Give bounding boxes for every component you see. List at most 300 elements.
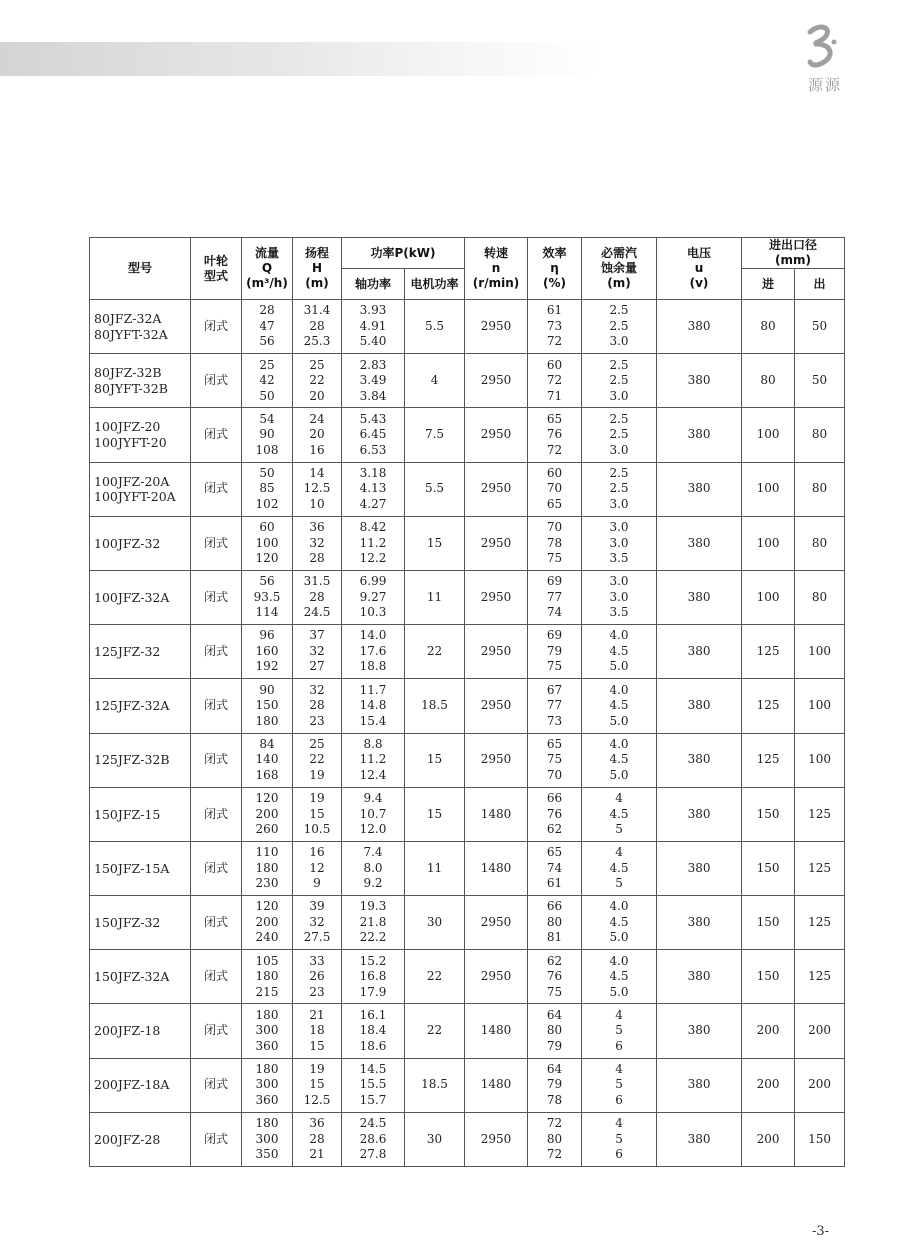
cell-inlet: 200 bbox=[742, 1058, 795, 1112]
cell-model-line: 125JFZ-32A bbox=[94, 698, 170, 714]
cell-efficiency bbox=[528, 1112, 582, 1166]
cell-shaft-power bbox=[342, 408, 405, 462]
cell-efficiency-line: 65 bbox=[546, 496, 563, 511]
cell-shaft-power bbox=[342, 570, 405, 624]
cell-shaft-power-line: 6.53 bbox=[359, 442, 387, 457]
cell-efficiency-line: 79 bbox=[546, 643, 563, 658]
cell-speed: 2950 bbox=[465, 300, 528, 354]
table-row bbox=[90, 679, 845, 733]
cell-head-line: 24.5 bbox=[303, 605, 331, 620]
cell-npsh-line: 5.0 bbox=[609, 984, 629, 999]
cell-head bbox=[293, 1112, 342, 1166]
cell-model bbox=[90, 354, 191, 408]
cell-npsh-line: 4.5 bbox=[609, 969, 629, 984]
cell-model bbox=[90, 570, 191, 624]
cell-model-line: 100JFZ-32A bbox=[94, 589, 170, 605]
cell-outlet: 125 bbox=[795, 896, 845, 950]
cell-efficiency-line: 72 bbox=[546, 1116, 563, 1131]
cell-model bbox=[90, 841, 191, 895]
cell-head bbox=[293, 625, 342, 679]
cell-shaft-power-line: 18.6 bbox=[359, 1038, 387, 1053]
cell-head-line: 20 bbox=[309, 427, 325, 442]
cell-npsh-line: 4.5 bbox=[609, 860, 629, 875]
cell-efficiency bbox=[528, 462, 582, 516]
cell-npsh-line: 2.5 bbox=[609, 357, 629, 372]
cell-shaft-power bbox=[342, 625, 405, 679]
cell-npsh-line: 6 bbox=[615, 1092, 623, 1107]
cell-npsh bbox=[582, 462, 657, 516]
cell-npsh-line: 4 bbox=[615, 845, 623, 860]
cell-voltage: 380 bbox=[657, 300, 742, 354]
cell-head-line: 10 bbox=[309, 496, 325, 511]
cell-flow-line: 84 bbox=[259, 736, 275, 751]
cell-flow bbox=[242, 733, 293, 787]
cell-flow-line: 120 bbox=[255, 791, 279, 806]
cell-efficiency-line: 75 bbox=[546, 984, 563, 999]
cell-outlet: 80 bbox=[795, 408, 845, 462]
cell-outlet: 80 bbox=[795, 516, 845, 570]
cell-shaft-power-line: 11.2 bbox=[359, 752, 387, 767]
cell-flow-line: 60 bbox=[259, 520, 275, 535]
cell-npsh bbox=[582, 1004, 657, 1058]
cell-efficiency bbox=[528, 679, 582, 733]
cell-npsh-line: 4.5 bbox=[609, 752, 629, 767]
cell-inlet: 150 bbox=[742, 950, 795, 1004]
cell-model-line: 125JFZ-32B bbox=[94, 752, 170, 768]
table-row bbox=[90, 841, 845, 895]
cell-efficiency-line: 64 bbox=[546, 1061, 563, 1076]
cell-npsh-line: 5.0 bbox=[609, 767, 629, 782]
cell-model-line: 100JYFT-20 bbox=[94, 434, 167, 450]
cell-model-line: 80JFZ-32B bbox=[94, 365, 162, 381]
cell-npsh-line: 2.5 bbox=[609, 411, 629, 426]
cell-shaft-power-line: 2.83 bbox=[359, 357, 387, 372]
cell-npsh-line: 4.5 bbox=[609, 698, 629, 713]
cell-npsh-line: 3.0 bbox=[609, 334, 629, 349]
cell-voltage: 380 bbox=[657, 679, 742, 733]
cell-efficiency-line: 73 bbox=[546, 713, 563, 728]
cell-speed: 2950 bbox=[465, 516, 528, 570]
cell-head bbox=[293, 516, 342, 570]
cell-efficiency bbox=[528, 408, 582, 462]
cell-motor-power: 5.5 bbox=[405, 300, 465, 354]
cell-voltage: 380 bbox=[657, 625, 742, 679]
cell-npsh-line: 3.0 bbox=[609, 520, 629, 535]
cell-head-line: 28 bbox=[309, 698, 325, 713]
cell-efficiency bbox=[528, 570, 582, 624]
cell-npsh-line: 3.0 bbox=[609, 589, 629, 604]
cell-npsh-line: 3.5 bbox=[609, 551, 629, 566]
cell-model bbox=[90, 733, 191, 787]
cell-model-line: 150JFZ-15 bbox=[94, 806, 161, 822]
cell-efficiency bbox=[528, 300, 582, 354]
cell-npsh-line: 6 bbox=[615, 1038, 623, 1053]
cell-efficiency-line: 78 bbox=[546, 1092, 563, 1107]
cell-efficiency-line: 76 bbox=[546, 969, 563, 984]
header-flow: 流量 Q (m³/h) bbox=[242, 238, 293, 300]
cell-flow bbox=[242, 300, 293, 354]
cell-model-line: 150JFZ-32A bbox=[94, 969, 170, 985]
cell-efficiency-line: 72 bbox=[546, 334, 563, 349]
cell-head-line: 15 bbox=[309, 1038, 325, 1053]
cell-outlet: 80 bbox=[795, 462, 845, 516]
table-row bbox=[90, 1004, 845, 1058]
cell-flow-line: 93.5 bbox=[253, 589, 281, 604]
cell-head-line: 22 bbox=[309, 752, 325, 767]
cell-flow-line: 120 bbox=[255, 551, 279, 566]
cell-flow-line: 160 bbox=[255, 643, 279, 658]
cell-speed: 2950 bbox=[465, 1112, 528, 1166]
cell-speed: 1480 bbox=[465, 1058, 528, 1112]
cell-npsh-line: 2.5 bbox=[609, 303, 629, 318]
cell-flow-line: 168 bbox=[255, 767, 279, 782]
cell-outlet: 125 bbox=[795, 950, 845, 1004]
cell-efficiency-line: 78 bbox=[546, 535, 563, 550]
cell-outlet: 50 bbox=[795, 354, 845, 408]
cell-flow-line: 54 bbox=[259, 411, 275, 426]
brand-logo-icon bbox=[802, 22, 842, 72]
cell-npsh bbox=[582, 896, 657, 950]
cell-efficiency-line: 77 bbox=[546, 698, 563, 713]
cell-shaft-power-line: 18.4 bbox=[359, 1023, 387, 1038]
cell-motor-power: 30 bbox=[405, 896, 465, 950]
cell-model-line: 100JFZ-32 bbox=[94, 535, 161, 551]
cell-speed: 2950 bbox=[465, 408, 528, 462]
cell-impeller: 闭式 bbox=[191, 570, 242, 624]
cell-efficiency-line: 79 bbox=[546, 1077, 563, 1092]
cell-shaft-power-line: 12.2 bbox=[359, 551, 387, 566]
cell-voltage: 380 bbox=[657, 462, 742, 516]
header-head: 扬程 H (m) bbox=[293, 238, 342, 300]
cell-head-line: 12 bbox=[309, 860, 325, 875]
cell-flow bbox=[242, 1058, 293, 1112]
cell-speed: 2950 bbox=[465, 679, 528, 733]
cell-flow bbox=[242, 625, 293, 679]
cell-model-line: 80JYFT-32A bbox=[94, 326, 168, 342]
cell-speed: 2950 bbox=[465, 625, 528, 679]
cell-flow-line: 192 bbox=[255, 659, 279, 674]
cell-npsh bbox=[582, 625, 657, 679]
cell-motor-power: 22 bbox=[405, 950, 465, 1004]
cell-model bbox=[90, 462, 191, 516]
cell-inlet: 150 bbox=[742, 896, 795, 950]
table-body bbox=[90, 300, 845, 1167]
cell-impeller: 闭式 bbox=[191, 1004, 242, 1058]
cell-motor-power: 15 bbox=[405, 787, 465, 841]
cell-npsh-line: 2.5 bbox=[609, 427, 629, 442]
cell-shaft-power-line: 7.4 bbox=[363, 845, 383, 860]
cell-shaft-power-line: 6.45 bbox=[359, 427, 387, 442]
cell-model bbox=[90, 787, 191, 841]
cell-flow-line: 200 bbox=[255, 806, 279, 821]
cell-flow-line: 230 bbox=[255, 876, 279, 891]
cell-flow bbox=[242, 679, 293, 733]
cell-shaft-power bbox=[342, 679, 405, 733]
cell-head-line: 14 bbox=[309, 465, 325, 480]
cell-efficiency-line: 75 bbox=[546, 551, 563, 566]
cell-flow-line: 100 bbox=[255, 535, 279, 550]
cell-shaft-power-line: 18.8 bbox=[359, 659, 387, 674]
cell-model bbox=[90, 1058, 191, 1112]
cell-flow-line: 47 bbox=[259, 318, 275, 333]
cell-npsh-line: 6 bbox=[615, 1147, 623, 1162]
cell-motor-power: 7.5 bbox=[405, 408, 465, 462]
cell-head-line: 9 bbox=[313, 876, 321, 891]
table-row bbox=[90, 733, 845, 787]
cell-flow-line: 260 bbox=[255, 822, 279, 837]
cell-head bbox=[293, 462, 342, 516]
cell-flow-line: 180 bbox=[255, 1061, 279, 1076]
cell-outlet: 200 bbox=[795, 1058, 845, 1112]
cell-efficiency-line: 71 bbox=[546, 388, 563, 403]
cell-shaft-power-line: 14.8 bbox=[359, 698, 387, 713]
cell-npsh bbox=[582, 787, 657, 841]
cell-efficiency-line: 62 bbox=[546, 822, 563, 837]
cell-shaft-power-line: 28.6 bbox=[359, 1131, 387, 1146]
cell-model-line: 200JFZ-28 bbox=[94, 1131, 161, 1147]
cell-model bbox=[90, 516, 191, 570]
cell-shaft-power-line: 15.5 bbox=[359, 1077, 387, 1092]
cell-model-line: 125JFZ-32 bbox=[94, 643, 161, 659]
cell-shaft-power bbox=[342, 787, 405, 841]
cell-flow-line: 240 bbox=[255, 930, 279, 945]
cell-head bbox=[293, 841, 342, 895]
cell-head-line: 21 bbox=[309, 1147, 325, 1162]
cell-flow-line: 96 bbox=[259, 628, 275, 643]
cell-flow-line: 105 bbox=[255, 953, 279, 968]
cell-model bbox=[90, 1004, 191, 1058]
header-shaft-power: 轴功率 bbox=[342, 269, 405, 300]
cell-head bbox=[293, 354, 342, 408]
cell-shaft-power-line: 12.4 bbox=[359, 767, 387, 782]
cell-head-line: 36 bbox=[309, 520, 325, 535]
cell-shaft-power bbox=[342, 300, 405, 354]
cell-impeller: 闭式 bbox=[191, 733, 242, 787]
cell-inlet: 200 bbox=[742, 1112, 795, 1166]
cell-npsh-line: 4.0 bbox=[609, 682, 629, 697]
cell-npsh-line: 5.0 bbox=[609, 659, 629, 674]
cell-inlet: 100 bbox=[742, 516, 795, 570]
cell-shaft-power bbox=[342, 1004, 405, 1058]
cell-shaft-power bbox=[342, 354, 405, 408]
cell-npsh bbox=[582, 950, 657, 1004]
cell-head bbox=[293, 1058, 342, 1112]
cell-flow bbox=[242, 570, 293, 624]
header-motor-power: 电机功率 bbox=[405, 269, 465, 300]
cell-shaft-power-line: 8.42 bbox=[359, 520, 387, 535]
cell-head-line: 25 bbox=[309, 357, 325, 372]
cell-npsh-line: 5.0 bbox=[609, 930, 629, 945]
table-row bbox=[90, 896, 845, 950]
cell-efficiency bbox=[528, 896, 582, 950]
cell-flow-line: 108 bbox=[255, 442, 279, 457]
cell-impeller: 闭式 bbox=[191, 787, 242, 841]
header-outlet: 出 bbox=[795, 269, 845, 300]
cell-impeller: 闭式 bbox=[191, 950, 242, 1004]
cell-flow bbox=[242, 1004, 293, 1058]
cell-flow bbox=[242, 841, 293, 895]
cell-head-line: 16 bbox=[309, 442, 325, 457]
cell-head-line: 23 bbox=[309, 713, 325, 728]
cell-efficiency-line: 74 bbox=[546, 605, 563, 620]
cell-motor-power: 18.5 bbox=[405, 1058, 465, 1112]
cell-npsh-line: 4.0 bbox=[609, 628, 629, 643]
header-diameter: 进出口径 (mm) bbox=[742, 238, 845, 269]
cell-motor-power: 22 bbox=[405, 1004, 465, 1058]
brand-logo-text: 源源 bbox=[807, 76, 842, 94]
cell-efficiency-line: 80 bbox=[546, 1023, 563, 1038]
cell-npsh bbox=[582, 408, 657, 462]
cell-npsh bbox=[582, 733, 657, 787]
cell-npsh-line: 3.0 bbox=[609, 496, 629, 511]
cell-shaft-power-line: 27.8 bbox=[359, 1147, 387, 1162]
cell-speed: 1480 bbox=[465, 841, 528, 895]
page-number: -3- bbox=[812, 1224, 830, 1239]
cell-npsh-line: 3.5 bbox=[609, 605, 629, 620]
pump-spec-table bbox=[89, 237, 845, 1167]
cell-efficiency-line: 65 bbox=[546, 845, 563, 860]
cell-head-line: 27.5 bbox=[303, 930, 331, 945]
cell-flow-line: 50 bbox=[259, 465, 275, 480]
cell-model-line: 100JFZ-20A bbox=[94, 473, 170, 489]
cell-flow-line: 56 bbox=[259, 334, 275, 349]
cell-head-line: 19 bbox=[309, 767, 325, 782]
table-row bbox=[90, 570, 845, 624]
cell-shaft-power-line: 5.43 bbox=[359, 411, 387, 426]
cell-efficiency-line: 73 bbox=[546, 318, 563, 333]
cell-efficiency-line: 79 bbox=[546, 1038, 563, 1053]
cell-shaft-power-line: 9.27 bbox=[359, 589, 387, 604]
cell-speed: 1480 bbox=[465, 787, 528, 841]
cell-outlet: 80 bbox=[795, 570, 845, 624]
cell-model-line: 200JFZ-18 bbox=[94, 1023, 161, 1039]
cell-efficiency bbox=[528, 1004, 582, 1058]
cell-voltage: 380 bbox=[657, 1112, 742, 1166]
cell-flow-line: 300 bbox=[255, 1131, 279, 1146]
cell-head-line: 25 bbox=[309, 736, 325, 751]
cell-impeller: 闭式 bbox=[191, 462, 242, 516]
cell-model-line: 150JFZ-32 bbox=[94, 914, 161, 930]
cell-head-line: 31.4 bbox=[303, 303, 331, 318]
cell-voltage: 380 bbox=[657, 1004, 742, 1058]
cell-shaft-power-line: 17.9 bbox=[359, 984, 387, 999]
cell-efficiency-line: 72 bbox=[546, 1147, 563, 1162]
cell-impeller: 闭式 bbox=[191, 300, 242, 354]
table-row bbox=[90, 1112, 845, 1166]
cell-shaft-power-line: 5.40 bbox=[359, 334, 387, 349]
cell-outlet: 150 bbox=[795, 1112, 845, 1166]
cell-efficiency-line: 65 bbox=[546, 411, 563, 426]
cell-model bbox=[90, 1112, 191, 1166]
table-row bbox=[90, 950, 845, 1004]
cell-npsh-line: 4.0 bbox=[609, 899, 629, 914]
cell-outlet: 100 bbox=[795, 625, 845, 679]
cell-npsh-line: 3.0 bbox=[609, 535, 629, 550]
cell-efficiency-line: 81 bbox=[546, 930, 563, 945]
cell-model bbox=[90, 408, 191, 462]
cell-flow bbox=[242, 462, 293, 516]
cell-shaft-power-line: 11.7 bbox=[359, 682, 387, 697]
header-npsh: 必需汽 蚀余量 (m) bbox=[582, 238, 657, 300]
cell-shaft-power-line: 15.7 bbox=[359, 1092, 387, 1107]
cell-flow-line: 180 bbox=[255, 713, 279, 728]
cell-npsh-line: 4.0 bbox=[609, 736, 629, 751]
cell-efficiency bbox=[528, 625, 582, 679]
cell-shaft-power bbox=[342, 950, 405, 1004]
cell-efficiency-line: 66 bbox=[546, 791, 563, 806]
cell-shaft-power-line: 3.49 bbox=[359, 373, 387, 388]
cell-efficiency-line: 72 bbox=[546, 373, 563, 388]
cell-impeller: 闭式 bbox=[191, 896, 242, 950]
cell-efficiency-line: 62 bbox=[546, 953, 563, 968]
cell-impeller: 闭式 bbox=[191, 354, 242, 408]
cell-efficiency-line: 76 bbox=[546, 427, 563, 442]
cell-shaft-power-line: 16.8 bbox=[359, 969, 387, 984]
cell-efficiency-line: 60 bbox=[546, 357, 563, 372]
cell-npsh bbox=[582, 570, 657, 624]
cell-flow-line: 42 bbox=[259, 373, 275, 388]
cell-efficiency-line: 69 bbox=[546, 628, 563, 643]
cell-head-line: 18 bbox=[309, 1023, 325, 1038]
cell-shaft-power-line: 21.8 bbox=[359, 914, 387, 929]
cell-shaft-power-line: 22.2 bbox=[359, 930, 387, 945]
cell-inlet: 200 bbox=[742, 1004, 795, 1058]
cell-shaft-power-line: 14.0 bbox=[359, 628, 387, 643]
cell-inlet: 80 bbox=[742, 300, 795, 354]
cell-efficiency-line: 77 bbox=[546, 589, 563, 604]
cell-inlet: 100 bbox=[742, 570, 795, 624]
header-power: 功率P(kW) bbox=[342, 238, 465, 269]
cell-impeller: 闭式 bbox=[191, 1058, 242, 1112]
cell-efficiency-line: 70 bbox=[546, 767, 563, 782]
cell-head-line: 15 bbox=[309, 806, 325, 821]
cell-npsh-line: 3.0 bbox=[609, 442, 629, 457]
cell-npsh-line: 3.0 bbox=[609, 388, 629, 403]
cell-head bbox=[293, 570, 342, 624]
cell-outlet: 125 bbox=[795, 787, 845, 841]
cell-shaft-power bbox=[342, 896, 405, 950]
cell-efficiency-line: 74 bbox=[546, 860, 563, 875]
cell-motor-power: 22 bbox=[405, 625, 465, 679]
table-row bbox=[90, 300, 845, 354]
cell-flow-line: 150 bbox=[255, 698, 279, 713]
cell-npsh-line: 4 bbox=[615, 1007, 623, 1022]
cell-shaft-power-line: 8.8 bbox=[363, 736, 383, 751]
cell-npsh-line: 5 bbox=[615, 1131, 623, 1146]
cell-head bbox=[293, 896, 342, 950]
cell-efficiency bbox=[528, 1058, 582, 1112]
cell-efficiency bbox=[528, 516, 582, 570]
cell-outlet: 200 bbox=[795, 1004, 845, 1058]
cell-head-line: 12.5 bbox=[303, 1092, 331, 1107]
cell-shaft-power-line: 12.0 bbox=[359, 822, 387, 837]
cell-inlet: 125 bbox=[742, 625, 795, 679]
cell-efficiency-line: 64 bbox=[546, 1007, 563, 1022]
cell-npsh-line: 2.5 bbox=[609, 465, 629, 480]
cell-speed: 1480 bbox=[465, 1004, 528, 1058]
cell-voltage: 380 bbox=[657, 841, 742, 895]
header-inlet: 进 bbox=[742, 269, 795, 300]
cell-shaft-power bbox=[342, 462, 405, 516]
cell-efficiency-line: 70 bbox=[546, 481, 563, 496]
cell-head-line: 22 bbox=[309, 373, 325, 388]
cell-efficiency-line: 70 bbox=[546, 520, 563, 535]
cell-efficiency bbox=[528, 787, 582, 841]
cell-motor-power: 11 bbox=[405, 570, 465, 624]
cell-efficiency bbox=[528, 354, 582, 408]
cell-head bbox=[293, 787, 342, 841]
cell-efficiency-line: 61 bbox=[546, 876, 563, 891]
